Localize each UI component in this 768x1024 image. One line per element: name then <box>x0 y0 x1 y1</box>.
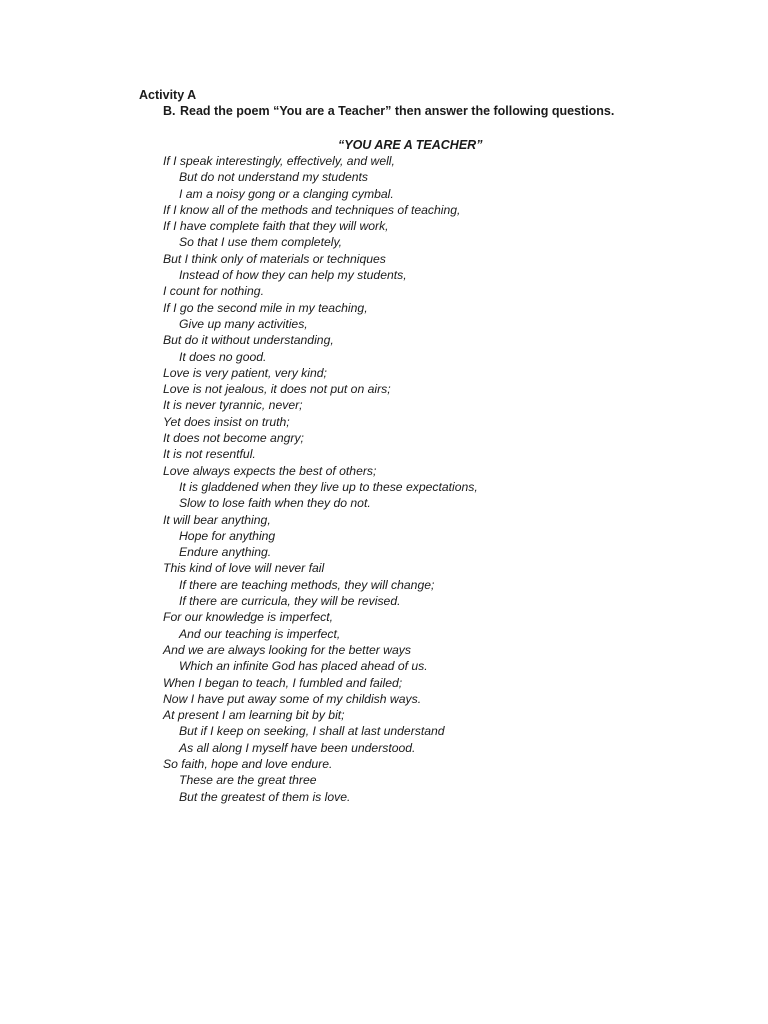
poem-line: If I know all of the methods and techniques of teaching, <box>163 202 461 217</box>
poem-line: This kind of love will never fail <box>163 561 325 576</box>
poem-line: It does no good. <box>179 349 267 364</box>
poem-line: If I have complete faith that they will work, <box>163 219 389 234</box>
poem-body <box>163 153 723 805</box>
poem-line: And our teaching is imperfect, <box>179 626 341 641</box>
poem-line: Now I have put away some of my childish ways. <box>163 691 422 706</box>
instruction <box>163 103 614 119</box>
poem-line: As all along I myself have been understood. <box>179 740 416 755</box>
poem-line: Which an infinite God has placed ahead of us. <box>179 659 428 674</box>
poem-line: But do it without understanding, <box>163 333 334 348</box>
poem-line: Love always expects the best of others; <box>163 463 377 478</box>
poem-line: Love is not jealous, it does not put on airs; <box>163 382 391 397</box>
poem-title: “YOU ARE A TEACHER” <box>338 138 483 152</box>
poem-line: If there are teaching methods, they will change; <box>179 577 435 592</box>
poem-line: It does not become angry; <box>163 431 304 446</box>
poem-line: And we are always looking for the better ways <box>163 642 411 657</box>
poem-line: Give up many activities, <box>179 316 308 331</box>
poem-line: So faith, hope and love endure. <box>163 756 333 771</box>
instruction-marker: B. <box>163 104 176 118</box>
poem-line: If I speak interestingly, effectively, and well, <box>163 154 395 168</box>
poem-line: But do not understand my students <box>179 170 369 185</box>
poem-line: It is gladdened when they live up to these expectations, <box>179 479 478 494</box>
poem-line: Slow to lose faith when they do not. <box>179 496 371 511</box>
poem-line: At present I am learning bit by bit; <box>163 708 345 723</box>
poem-line: But I think only of materials or techniques <box>163 251 386 266</box>
poem-line: It is not resentful. <box>163 447 256 462</box>
poem-line: For our knowledge is imperfect, <box>163 610 334 625</box>
poem-line: So that I use them completely, <box>179 235 343 250</box>
poem-line: But the greatest of them is love. <box>179 789 351 804</box>
poem-line: When I began to teach, I fumbled and failed; <box>163 675 403 690</box>
poem-line: Endure anything. <box>179 545 272 560</box>
poem-line: I count for nothing. <box>163 284 264 299</box>
poem-line: It will bear anything, <box>163 512 271 527</box>
poem-line: But if I keep on seeking, I shall at last understand <box>179 724 445 739</box>
poem-line: If there are curricula, they will be revised. <box>179 594 401 609</box>
activity-heading: Activity A <box>139 88 197 102</box>
poem-line: If I go the second mile in my teaching, <box>163 300 368 315</box>
poem-line: Yet does insist on truth; <box>163 414 290 429</box>
instruction-text: Read the poem “You are a Teacher” then answer the following questions. <box>180 104 615 118</box>
poem-line: I am a noisy gong or a clanging cymbal. <box>179 186 394 201</box>
poem-line: Hope for anything <box>179 528 276 543</box>
poem-line: These are the great three <box>179 773 317 788</box>
poem-line: Instead of how they can help my students, <box>179 268 407 283</box>
poem-line: It is never tyrannic, never; <box>163 398 303 413</box>
poem-line: Love is very patient, very kind; <box>163 365 327 380</box>
